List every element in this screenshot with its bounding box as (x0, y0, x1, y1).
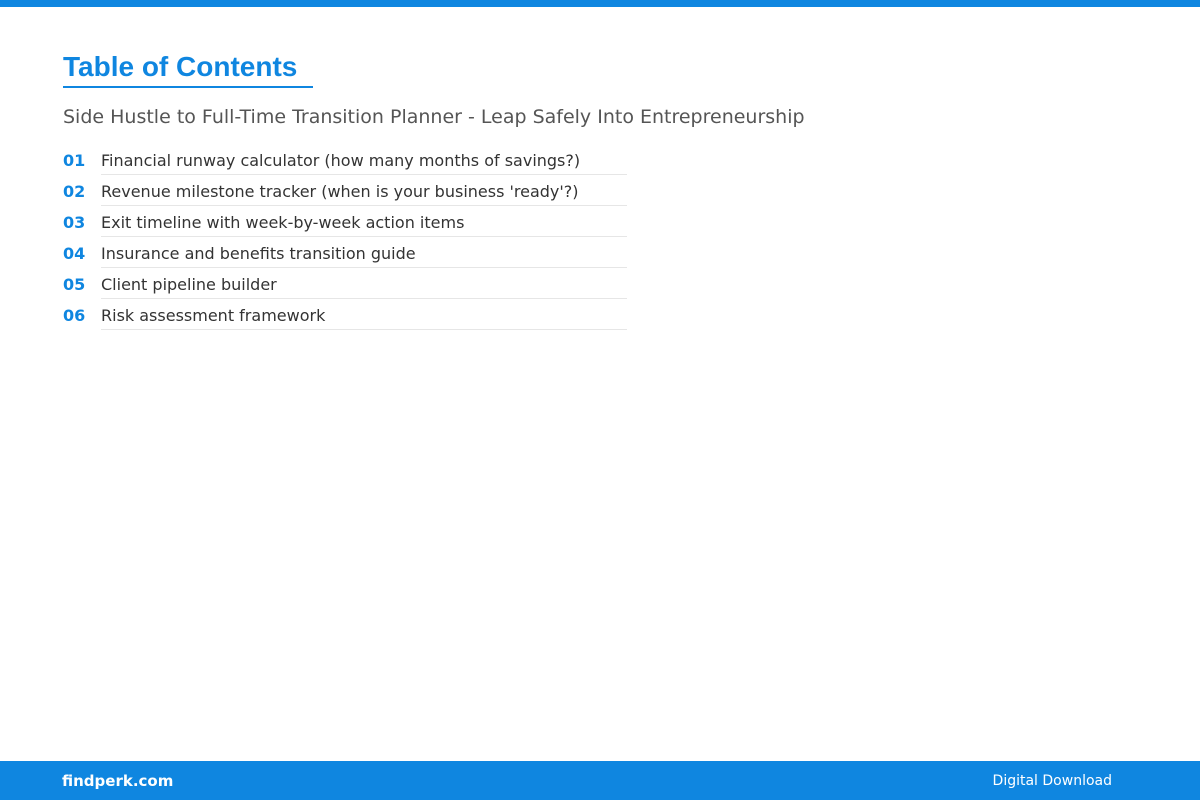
footer-bar (0, 761, 1200, 800)
toc-item-number: 06 (63, 306, 86, 325)
table-of-contents (63, 145, 627, 331)
toc-item-3[interactable] (63, 207, 627, 238)
document-subtitle: Side Hustle to Full-Time Transition Planner - Leap Safely Into Entrepreneurship (63, 106, 805, 128)
footer-label: Digital Download (992, 773, 1112, 789)
toc-item-6[interactable] (63, 300, 627, 331)
toc-item-label: Risk assessment framework (101, 305, 627, 330)
footer-site-link[interactable]: findperk.com (62, 772, 174, 790)
toc-item-number: 04 (63, 244, 86, 263)
toc-item-label: Insurance and benefits transition guide (101, 243, 627, 268)
toc-item-label: Client pipeline builder (101, 274, 627, 299)
title-underline (63, 86, 313, 88)
toc-item-number: 03 (63, 213, 86, 232)
toc-item-4[interactable] (63, 238, 627, 269)
toc-item-label: Exit timeline with week-by-week action items (101, 212, 627, 237)
toc-item-2[interactable] (63, 176, 627, 207)
toc-item-number: 02 (63, 182, 86, 201)
toc-item-number: 01 (63, 151, 86, 170)
toc-item-5[interactable] (63, 269, 627, 300)
toc-item-label: Revenue milestone tracker (when is your business 'ready'?) (101, 181, 627, 206)
toc-item-number: 05 (63, 275, 86, 294)
toc-item-1[interactable] (63, 145, 627, 176)
top-accent-bar (0, 0, 1200, 7)
toc-item-label: Financial runway calculator (how many months of savings?) (101, 150, 627, 175)
page-title: Table of Contents (63, 51, 298, 82)
